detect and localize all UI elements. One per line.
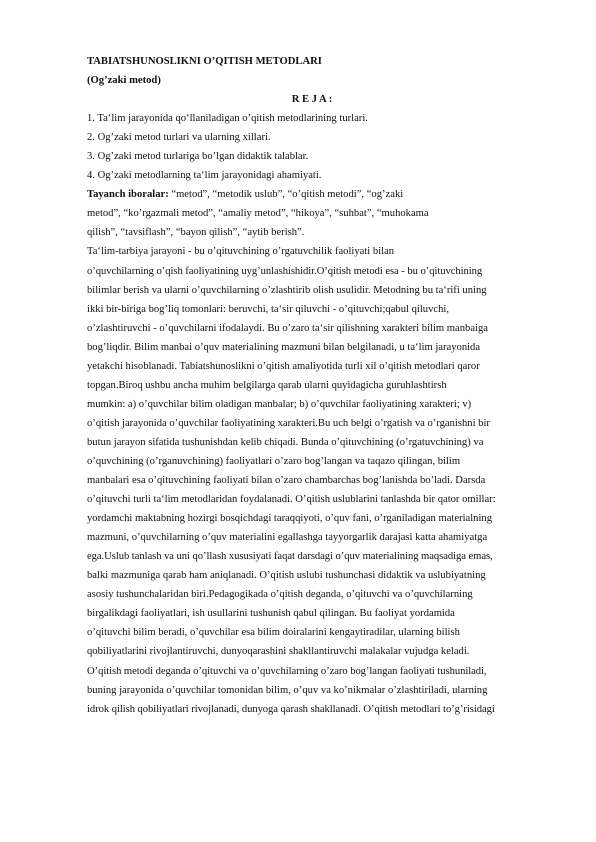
body-line: o’qituvchi turli ta‘lim metodlaridan foydalanadi. O’qitish uslublarini tanlashda bir qator omillar:: [87, 494, 496, 506]
plan-heading: R E J A :: [291, 94, 333, 106]
keywords-label: Tayanch iboralar:: [87, 189, 169, 201]
body-line: bog’liqdir. Bilim manbai o’quv materialining mazmuni bilan belgilanadi, u ta‘lim jarayonida: [87, 341, 481, 353]
plan-item: 4. Og’zaki metodlarning ta‘lim jarayonidagi ahamiyati.: [87, 170, 322, 182]
body-line: o’zlashtiruvchi - o’quvchilarni ifodalaydi. Bu o’zaro ta‘sir qilishning xarakteri bilim manbaiga: [87, 322, 488, 334]
body-line: ega.Uslub tanlash va uni qo’llash xususiyati faqat darsdagi o’quv materialining maqsadiga emas,: [87, 551, 493, 563]
body-line: ikki bir-biriga bog’liq tomonlari: beruvchi, ta‘sir qiluvchi - o’qituvchi;qabul qiluvchi,: [87, 303, 449, 315]
body-line: yordamchi maktabning hozirgi bosqichdagi taraqqiyoti, o’quv fani, o’rganiladigan materialning: [87, 513, 493, 525]
plan-item: 1. Ta‘lim jarayonida qo‘llaniladigan o’qitish metodlarining turlari.: [87, 113, 368, 125]
body-line: butun jarayon sifatida tushunishdan kelib chiqadi. Bunda o’qituvchining (o’rgatuvchining) va: [87, 436, 484, 448]
body-line: mazmuni, o’quvchilarning o’quv materialini egallashga tayyorgarlik darajasi katta ahamiyatga: [87, 532, 488, 544]
plan-item: 3. Og’zaki metod turlariga bo’lgan didaktik talablar.: [87, 151, 309, 163]
body-line: birgalikdagi faoliyatlari, ish usullarini tushunish qabul qilingan. Bu faoliyat yordamida: [87, 608, 455, 620]
body-line: o’quvchilarning o’qish faoliyatining uyg’unlashishidir.O’qitish metodi esa - bu o’qituvchining: [87, 265, 483, 277]
body-line: balki mazmuniga qarab ham aniqlanadi. O’qitish uslubi tushunchasi didaktik va uslubiyatning: [87, 570, 486, 582]
body-line: idrok qilish qobiliyatlari rivojlanadi, dunyoga qarash shakllanadi. O’qitish metodlari to’g’risidagi: [87, 703, 495, 715]
body-line: Ta‘lim-tarbiya jarayoni - bu o’qituvchining o’rgatuvchilik faoliyati bilan: [87, 246, 395, 258]
body-line: topgan.Biroq ushbu ancha muhim belgilarga qarab ularni quyidagicha guruhlashtirsh: [87, 379, 447, 391]
keywords-line: qilish”, “tavsiflash”, “bayon qilish”, “aytib berish”.: [87, 227, 305, 239]
body-line: o’qitish jarayonida o’quvchilar faoliyatining xarakteri.Bu uch belgi o’rgatish va o’rganishni bir: [87, 417, 490, 429]
document-title: TABIATSHUNOSLIKNI O’QITISH METODLARI: [87, 56, 322, 67]
body-line: bilimlar berish va ularni o’quvchilarning o’zlashtirib olish usulidir. Metodning bu ta‘rifi uning: [87, 284, 487, 296]
body-line: qobiliyatlarini rivojlantiruvchi, dunyoqarashini shakllantiruvchi malakalar vujudga keladi.: [87, 646, 470, 658]
body-line: buning jarayonida o’quvchilar tomonidan bilim, o’quv va ko’nikmalar o’zlashtiriladi, ularning: [87, 684, 488, 696]
body-line: o’qituvchi bilim beradi, o’quvchilar esa bilim doiralarini kengaytiradilar, ularning bilish: [87, 627, 460, 639]
body-line: o’quvchining (o’rganuvchining) faoliyatlari o’zaro bog’langan va taqazo qilingan, bilim: [87, 455, 461, 467]
plan-item: 2. Og’zaki metod turlari va ularning xillari.: [87, 132, 271, 144]
body-line: manbalari esa o’qituvchining faoliyati bilan o’zaro chambarchas bog’lanishda bo’ladi. Darsda: [87, 475, 486, 487]
keywords-text: “metod”, “metodik uslub”, “o’qitish metodi”, “og’zaki: [168, 189, 404, 201]
body-line: asosiy tushunchalaridan biri.Pedagogikada o’qitish deganda, o’qituvchi va o’quvchilarning: [87, 589, 473, 601]
document-page: [87, 52, 537, 719]
document-subtitle: (Og’zaki metod): [87, 75, 161, 87]
body-line: yetakchi hisoblanadi. Tabiatshunoslikni o’qitish amaliyotida turli xil o’qitish metodlari qaror: [87, 360, 480, 372]
keywords-line: [87, 185, 537, 204]
body-line: O’qitish metodi deganda o’qituvchi va o’quvchilarning o’zaro bog’langan faoliyati tushuniladi,: [87, 665, 487, 677]
body-line: mumkin: a) o’quvchilar bilim oladigan manbalar; b) o’quvchilar faoliyatining xarakteri; v): [87, 398, 472, 410]
keywords-line: metod”, “ko’rgazmali metod”, “amaliy metod”, “hikoya”, “suhbat”, “muhokama: [87, 208, 429, 220]
